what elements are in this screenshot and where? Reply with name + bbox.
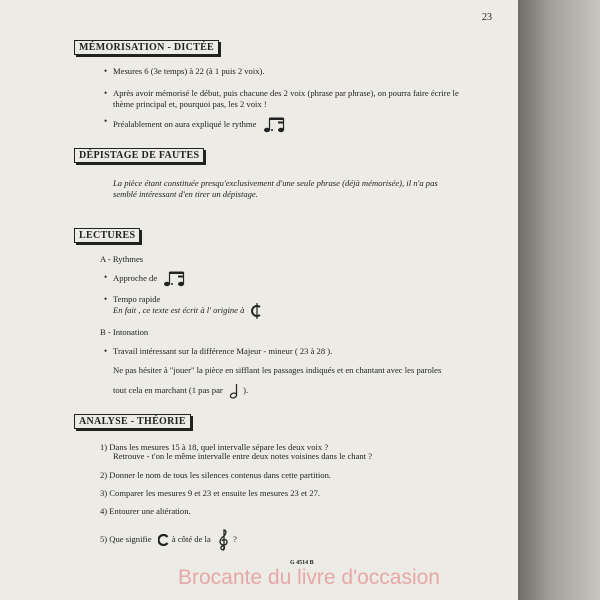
lectures-b-line-3 bbox=[113, 383, 248, 399]
bullet: • bbox=[104, 66, 108, 76]
memorisation-bullet-3 bbox=[113, 116, 287, 134]
bullet: • bbox=[104, 116, 108, 126]
lectures-b-line-3-end: ). bbox=[243, 384, 249, 395]
treble-clef-icon bbox=[217, 528, 231, 552]
memorisation-bullet-2-line-2: thème principal et, pourquoi pas, les 2 voix ! bbox=[113, 99, 267, 109]
bullet: • bbox=[104, 346, 108, 356]
cut-time-symbol-icon bbox=[251, 303, 263, 319]
analyse-question-1-line-1: 1) Dans les mesures 15 à 18, quel intervalle sépare les deux voix ? bbox=[100, 442, 329, 452]
lectures-b-line-2: Ne pas hésiter à "jouer" la pièce en sifflant les passages indiqués et en chantant avec les paroles bbox=[113, 365, 442, 375]
analyse-question-5-part-a: 5) Que signifie bbox=[100, 533, 152, 544]
analyse-question-3: 3) Comparer les mesures 9 et 23 et ensuite les mesures 23 et 27. bbox=[100, 488, 321, 498]
page-number: 23 bbox=[482, 12, 492, 23]
lectures-a-bullet-2: Tempo rapide bbox=[113, 294, 161, 304]
bullet: • bbox=[104, 88, 108, 98]
half-note-icon bbox=[229, 383, 241, 399]
watermark: Brocante du livre d'occasion bbox=[178, 566, 440, 589]
section-title-memorisation: MÉMORISATION - DICTÉE bbox=[74, 40, 219, 55]
memorisation-bullet-2-line-1: Après avoir mémorisé le début, puis chacune des 2 voix (phrase par phrase), on pourra faire écrire le bbox=[113, 88, 459, 98]
memorisation-bullet-3-text: Préalablement on aura expliqué le rythme bbox=[113, 118, 257, 129]
lectures-b-bullet-1: Travail intéressant sur la différence Majeur - mineur ( 23 à 28 ). bbox=[113, 346, 333, 356]
common-time-symbol-icon bbox=[158, 534, 170, 546]
section-title-lectures: LECTURES bbox=[74, 228, 140, 243]
memorisation-bullet-1: Mesures 6 (3e temps) à 22 (à 1 puis 2 voix). bbox=[113, 66, 265, 76]
analyse-question-2: 2) Donner le nom de tous les silences contenus dans cette partition. bbox=[100, 470, 332, 480]
footer-catalog-code: G 4514 B bbox=[290, 560, 314, 566]
lectures-a-bullet-2-note-text: En fait , ce texte est écrit à l' origine à bbox=[113, 304, 245, 315]
analyse-question-1-line-2: Retrouve - t'on le même intervalle entre deux notes voisines dans le chant ? bbox=[113, 451, 373, 461]
dotted-rhythm-icon bbox=[263, 116, 287, 134]
analyse-question-5 bbox=[100, 528, 237, 552]
dotted-rhythm-icon bbox=[163, 270, 187, 288]
section-title-analyse: ANALYSE - THÉORIE bbox=[74, 414, 191, 429]
analyse-question-4: 4) Entourer une altération. bbox=[100, 506, 191, 516]
lectures-a-heading: A - Rythmes bbox=[100, 254, 144, 264]
lectures-a-bullet-1 bbox=[113, 270, 187, 288]
analyse-question-5-part-b: à côté de la bbox=[171, 533, 211, 544]
lectures-a-bullet-1-text: Approche de bbox=[113, 272, 158, 283]
depistage-line-2: semblé intéressant d'en tirer un dépistage. bbox=[113, 189, 258, 199]
bullet: • bbox=[104, 272, 108, 282]
analyse-question-5-part-c: ? bbox=[233, 533, 237, 544]
lectures-b-line-3-text: tout cela en marchant (1 pas par bbox=[113, 384, 223, 395]
bullet: • bbox=[104, 294, 108, 304]
lectures-b-heading: B - Intonation bbox=[100, 327, 149, 337]
depistage-line-1: La pièce étant constituée presqu'exclusivement d'une seule phrase (déjà mémorisée), il n'a pas bbox=[113, 178, 438, 188]
lectures-a-bullet-2-note bbox=[113, 303, 263, 319]
section-title-depistage: DÉPISTAGE DE FAUTES bbox=[74, 148, 204, 163]
background-edge bbox=[518, 0, 600, 600]
